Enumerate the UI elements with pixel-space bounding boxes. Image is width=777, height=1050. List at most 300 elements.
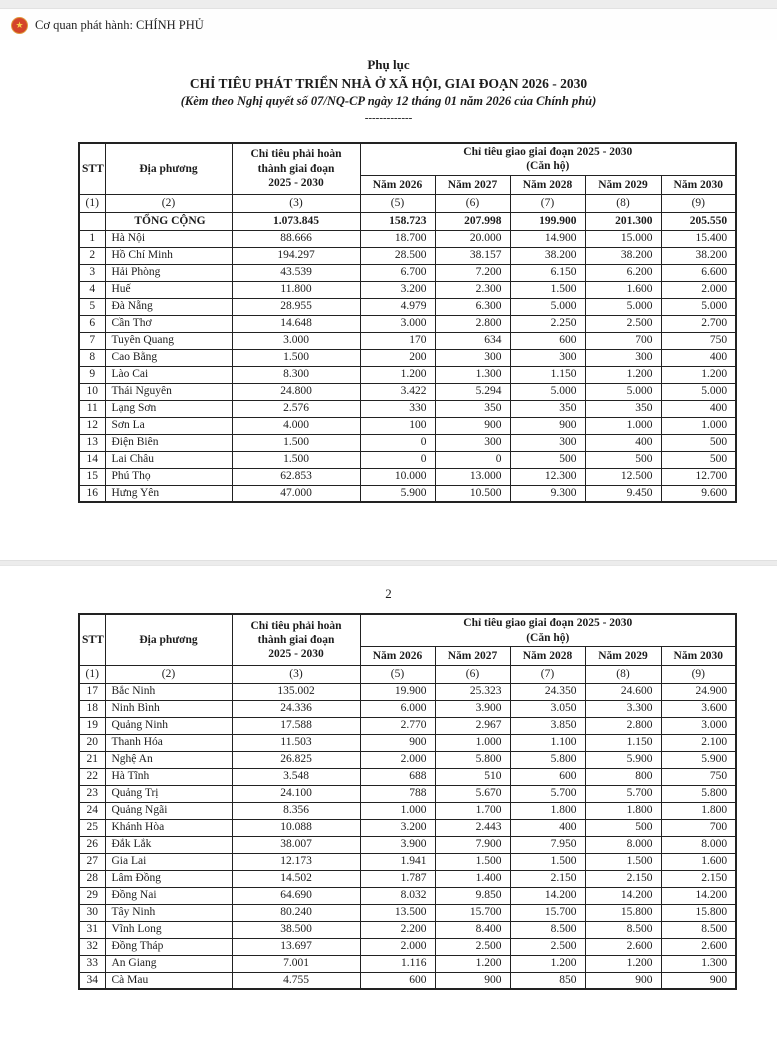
province-name: Hà Tĩnh [105,768,232,785]
row-stt: 32 [79,938,105,955]
total-value: 24.100 [232,785,360,802]
year-value-2028: 850 [510,972,585,989]
year-value-2030: 1.000 [661,417,736,434]
total-value: 17.588 [232,717,360,734]
year-value-2029: 350 [585,400,661,417]
col-header-year-2027: Năm 2027 [435,646,510,665]
table-row [79,485,736,502]
total-value: 3.548 [232,768,360,785]
year-value-2026: 28.500 [360,247,435,264]
year-value-2028: 1.150 [510,366,585,383]
table-row [79,785,736,802]
year-value-2028: 7.950 [510,836,585,853]
province-name: Cà Mau [105,972,232,989]
page-title: CHỈ TIÊU PHÁT TRIỂN NHÀ Ở XÃ HỘI, GIAI ĐOẠN 2026 - 2030 [189,75,588,91]
year-value-2027: 7.200 [435,264,510,281]
col-header-stt: STT [79,614,105,665]
doc-subtitle: (Kèm theo Nghị quyết số 07/NQ-CP ngày 12 tháng 01 năm 2026 của Chính phủ) [180,94,597,109]
year-value-2027: 6.300 [435,298,510,315]
year-value-2029: 24.600 [585,683,661,700]
table-row [79,264,736,281]
table-row [79,366,736,383]
title-divider: ------------- [364,111,413,124]
col-header-year-2028: Năm 2028 [510,646,585,665]
year-value-2028: 6.150 [510,264,585,281]
province-name: Cần Thơ [105,315,232,332]
table-row [79,887,736,904]
year-value-2027: 1.300 [435,366,510,383]
table-row [79,870,736,887]
table-row [79,768,736,785]
province-name: Quảng Trị [105,785,232,802]
group-header-line2: (Căn hộ) [526,631,570,644]
province-name: Hưng Yên [105,485,232,502]
group-header-period [360,614,736,646]
table-row [79,683,736,700]
year-value-2028: 5.800 [510,751,585,768]
year-value-2028: 500 [510,451,585,468]
table-row [79,247,736,264]
row-stt: 30 [79,904,105,921]
row-stt: 33 [79,955,105,972]
province-name: Hồ Chí Minh [105,247,232,264]
year-value-2029: 14.200 [585,887,661,904]
year-value-2030: 750 [661,768,736,785]
year-value-2028: 9.300 [510,485,585,502]
row-stt: 14 [79,451,105,468]
province-name: TỔNG CỘNG [105,212,232,230]
year-value-2027: 300 [435,349,510,366]
index-cell: (8) [585,194,661,212]
year-value-2026: 900 [360,734,435,751]
year-value-2028: 5.700 [510,785,585,802]
year-value-2027: 207.998 [435,212,510,230]
year-value-2028: 8.500 [510,921,585,938]
province-name: Lâm Đồng [105,870,232,887]
table-row [79,938,736,955]
total-value: 28.955 [232,298,360,315]
index-cell: (6) [435,665,510,683]
year-value-2026: 1.787 [360,870,435,887]
table-row [79,921,736,938]
col-header-year-2030: Năm 2030 [661,646,736,665]
year-value-2028: 900 [510,417,585,434]
total-value: 13.697 [232,938,360,955]
col-header-province: Địa phương [105,143,232,194]
year-value-2030: 12.700 [661,468,736,485]
year-value-2027: 1.200 [435,955,510,972]
year-value-2030: 1.800 [661,802,736,819]
year-value-2029: 3.300 [585,700,661,717]
total-value: 38.007 [232,836,360,853]
year-value-2028: 2.150 [510,870,585,887]
index-cell: (8) [585,665,661,683]
table-row [79,230,736,247]
year-value-2026: 600 [360,972,435,989]
page1-bottom-margin [0,503,777,560]
row-stt: 20 [79,734,105,751]
year-value-2028: 14.200 [510,887,585,904]
year-value-2027: 900 [435,972,510,989]
year-value-2029: 15.000 [585,230,661,247]
year-value-2029: 6.200 [585,264,661,281]
group-header-line1: Chỉ tiêu giao giai đoạn 2025 - 2030 [463,617,633,630]
year-value-2026: 8.032 [360,887,435,904]
row-stt: 21 [79,751,105,768]
year-value-2027: 3.900 [435,700,510,717]
year-value-2029: 5.900 [585,751,661,768]
row-stt: 6 [79,315,105,332]
row-stt: 8 [79,349,105,366]
table-row [79,751,736,768]
year-value-2027: 20.000 [435,230,510,247]
year-value-2028: 5.000 [510,383,585,400]
top-strip [0,0,777,9]
year-value-2028: 1.800 [510,802,585,819]
year-value-2030: 2.600 [661,938,736,955]
total-value: 11.800 [232,281,360,298]
year-value-2030: 750 [661,332,736,349]
year-value-2030: 6.600 [661,264,736,281]
row-stt: 11 [79,400,105,417]
total-value: 14.502 [232,870,360,887]
housing-table-page1 [78,142,737,503]
index-cell: (2) [105,665,232,683]
year-value-2027: 634 [435,332,510,349]
province-name: Lai Châu [105,451,232,468]
year-value-2029: 300 [585,349,661,366]
table-row [79,802,736,819]
total-value: 1.500 [232,349,360,366]
year-value-2029: 800 [585,768,661,785]
total-value: 1.073.845 [232,212,360,230]
row-stt: 23 [79,785,105,802]
group-header-line1: Chỉ tiêu giao giai đoạn 2025 - 2030 [463,145,633,158]
year-value-2029: 9.450 [585,485,661,502]
year-value-2029: 1.200 [585,366,661,383]
group-header-period [360,143,736,175]
table-row [79,955,736,972]
province-name: Đồng Nai [105,887,232,904]
vietnam-national-emblem-icon [11,17,28,34]
year-value-2026: 6.000 [360,700,435,717]
year-value-2028: 300 [510,434,585,451]
year-value-2026: 0 [360,434,435,451]
year-value-2027: 2.443 [435,819,510,836]
year-value-2028: 15.700 [510,904,585,921]
province-name: Cao Bằng [105,349,232,366]
year-value-2027: 5.800 [435,751,510,768]
year-value-2027: 13.000 [435,468,510,485]
province-name: Hà Nội [105,230,232,247]
index-cell: (3) [232,194,360,212]
year-value-2028: 2.250 [510,315,585,332]
year-value-2029: 2.500 [585,315,661,332]
year-value-2026: 6.700 [360,264,435,281]
year-value-2029: 900 [585,972,661,989]
col-header-total-line3: 2025 - 2030 [268,648,324,661]
year-value-2026: 688 [360,768,435,785]
year-value-2028: 3.050 [510,700,585,717]
table-row [79,904,736,921]
year-value-2030: 15.800 [661,904,736,921]
row-stt: 13 [79,434,105,451]
row-stt: 22 [79,768,105,785]
year-value-2028: 1.100 [510,734,585,751]
year-value-2027: 38.157 [435,247,510,264]
table-row [79,700,736,717]
province-name: Vĩnh Long [105,921,232,938]
col-header-province: Địa phương [105,614,232,665]
col-header-total-line3: 2025 - 2030 [268,177,324,190]
year-value-2027: 510 [435,768,510,785]
year-value-2029: 500 [585,819,661,836]
year-value-2029: 1.600 [585,281,661,298]
total-value: 64.690 [232,887,360,904]
province-name: Hải Phòng [105,264,232,281]
table-row [79,298,736,315]
row-stt: 5 [79,298,105,315]
year-value-2028: 600 [510,332,585,349]
year-value-2029: 1.000 [585,417,661,434]
year-value-2030: 500 [661,434,736,451]
year-value-2029: 8.000 [585,836,661,853]
table-row [79,434,736,451]
year-value-2028: 14.900 [510,230,585,247]
year-value-2030: 500 [661,451,736,468]
year-value-2026: 3.200 [360,281,435,298]
year-value-2028: 24.350 [510,683,585,700]
year-value-2027: 25.323 [435,683,510,700]
year-value-2030: 5.000 [661,298,736,315]
table-row [79,819,736,836]
row-stt: 7 [79,332,105,349]
row-stt: 19 [79,717,105,734]
housing-table-page2 [78,613,737,990]
table-row [79,468,736,485]
row-stt: 18 [79,700,105,717]
col-header-year-2030: Năm 2030 [661,175,736,194]
row-stt [79,212,105,230]
group-header-line2: (Căn hộ) [526,160,570,173]
year-value-2030: 400 [661,349,736,366]
table-row [79,717,736,734]
year-value-2029: 1.200 [585,955,661,972]
total-value: 194.297 [232,247,360,264]
col-header-year-2029: Năm 2029 [585,646,661,665]
year-value-2029: 400 [585,434,661,451]
year-value-2027: 900 [435,417,510,434]
year-value-2028: 199.900 [510,212,585,230]
year-value-2027: 9.850 [435,887,510,904]
year-value-2027: 2.300 [435,281,510,298]
index-cell: (9) [661,665,736,683]
year-value-2027: 350 [435,400,510,417]
row-stt: 25 [79,819,105,836]
year-value-2026: 170 [360,332,435,349]
year-value-2029: 1.150 [585,734,661,751]
province-name: Bắc Ninh [105,683,232,700]
total-value: 8.356 [232,802,360,819]
year-value-2027: 2.500 [435,938,510,955]
year-value-2030: 14.200 [661,887,736,904]
year-value-2026: 2.000 [360,938,435,955]
table-row [79,332,736,349]
total-value: 11.503 [232,734,360,751]
province-name: Phú Thọ [105,468,232,485]
year-value-2026: 2.770 [360,717,435,734]
row-stt: 24 [79,802,105,819]
total-value: 2.576 [232,400,360,417]
total-value: 4.755 [232,972,360,989]
province-name: Đà Nẵng [105,298,232,315]
total-value: 7.001 [232,955,360,972]
index-cell: (7) [510,194,585,212]
year-value-2026: 4.979 [360,298,435,315]
year-value-2028: 1.500 [510,853,585,870]
year-value-2030: 3.000 [661,717,736,734]
index-cell: (1) [79,665,105,683]
total-value: 1.500 [232,434,360,451]
year-value-2027: 2.800 [435,315,510,332]
year-value-2029: 2.150 [585,870,661,887]
table-row [79,451,736,468]
year-value-2030: 2.150 [661,870,736,887]
year-value-2028: 350 [510,400,585,417]
year-value-2026: 5.900 [360,485,435,502]
year-value-2026: 13.500 [360,904,435,921]
table-row [79,417,736,434]
year-value-2028: 600 [510,768,585,785]
year-value-2026: 3.900 [360,836,435,853]
index-cell: (5) [360,194,435,212]
year-value-2029: 500 [585,451,661,468]
total-value: 80.240 [232,904,360,921]
table-row [79,400,736,417]
total-value: 135.002 [232,683,360,700]
total-value: 24.336 [232,700,360,717]
year-value-2030: 9.600 [661,485,736,502]
index-cell: (7) [510,665,585,683]
row-stt: 1 [79,230,105,247]
province-name: Thái Nguyên [105,383,232,400]
province-name: Nghệ An [105,751,232,768]
index-cell: (5) [360,665,435,683]
year-value-2026: 10.000 [360,468,435,485]
table-row [79,315,736,332]
province-name: Đồng Tháp [105,938,232,955]
province-name: Điện Biên [105,434,232,451]
row-stt: 10 [79,383,105,400]
year-value-2026: 200 [360,349,435,366]
total-value: 24.800 [232,383,360,400]
year-value-2028: 38.200 [510,247,585,264]
province-name: Gia Lai [105,853,232,870]
table-row [79,349,736,366]
province-name: Quảng Ngãi [105,802,232,819]
year-value-2030: 2.000 [661,281,736,298]
col-header-year-2028: Năm 2028 [510,175,585,194]
document-heading [0,57,777,125]
total-value: 43.539 [232,264,360,281]
index-cell: (9) [661,194,736,212]
year-value-2029: 5.700 [585,785,661,802]
total-value: 14.648 [232,315,360,332]
year-value-2027: 300 [435,434,510,451]
year-value-2030: 2.700 [661,315,736,332]
year-value-2026: 788 [360,785,435,802]
year-value-2030: 900 [661,972,736,989]
year-value-2030: 24.900 [661,683,736,700]
row-stt: 9 [79,366,105,383]
province-name: Lào Cai [105,366,232,383]
col-header-total-line1: Chỉ tiêu phải hoàn [250,619,342,632]
year-value-2026: 3.422 [360,383,435,400]
year-value-2027: 10.500 [435,485,510,502]
year-value-2027: 1.000 [435,734,510,751]
year-value-2026: 100 [360,417,435,434]
page-separator [0,560,777,566]
province-name: Khánh Hòa [105,819,232,836]
year-value-2027: 15.700 [435,904,510,921]
province-name: Quảng Ninh [105,717,232,734]
year-value-2026: 3.200 [360,819,435,836]
row-stt: 4 [79,281,105,298]
year-value-2028: 5.000 [510,298,585,315]
row-stt: 27 [79,853,105,870]
col-header-year-2026: Năm 2026 [360,646,435,665]
index-cell: (3) [232,665,360,683]
year-value-2027: 5.294 [435,383,510,400]
year-value-2028: 3.850 [510,717,585,734]
year-value-2029: 12.500 [585,468,661,485]
year-value-2026: 330 [360,400,435,417]
province-name: Lạng Sơn [105,400,232,417]
year-value-2027: 5.670 [435,785,510,802]
col-header-year-2027: Năm 2027 [435,175,510,194]
year-value-2028: 300 [510,349,585,366]
year-value-2029: 38.200 [585,247,661,264]
year-value-2027: 1.500 [435,853,510,870]
year-value-2028: 12.300 [510,468,585,485]
year-value-2026: 1.941 [360,853,435,870]
col-header-year-2029: Năm 2029 [585,175,661,194]
page-number: 2 [385,586,392,602]
year-value-2029: 1.500 [585,853,661,870]
col-header-stt: STT [79,143,105,194]
year-value-2028: 2.500 [510,938,585,955]
year-value-2029: 8.500 [585,921,661,938]
total-value: 8.300 [232,366,360,383]
year-value-2026: 2.000 [360,751,435,768]
row-stt: 17 [79,683,105,700]
row-stt: 2 [79,247,105,264]
year-value-2030: 205.550 [661,212,736,230]
col-header-total [232,614,360,665]
table-row [79,734,736,751]
total-value: 10.088 [232,819,360,836]
province-name: Sơn La [105,417,232,434]
year-value-2026: 2.200 [360,921,435,938]
year-value-2027: 7.900 [435,836,510,853]
year-value-2027: 8.400 [435,921,510,938]
index-cell: (6) [435,194,510,212]
year-value-2030: 700 [661,819,736,836]
row-stt: 12 [79,417,105,434]
year-value-2030: 2.100 [661,734,736,751]
province-name: Tuyên Quang [105,332,232,349]
year-value-2026: 18.700 [360,230,435,247]
